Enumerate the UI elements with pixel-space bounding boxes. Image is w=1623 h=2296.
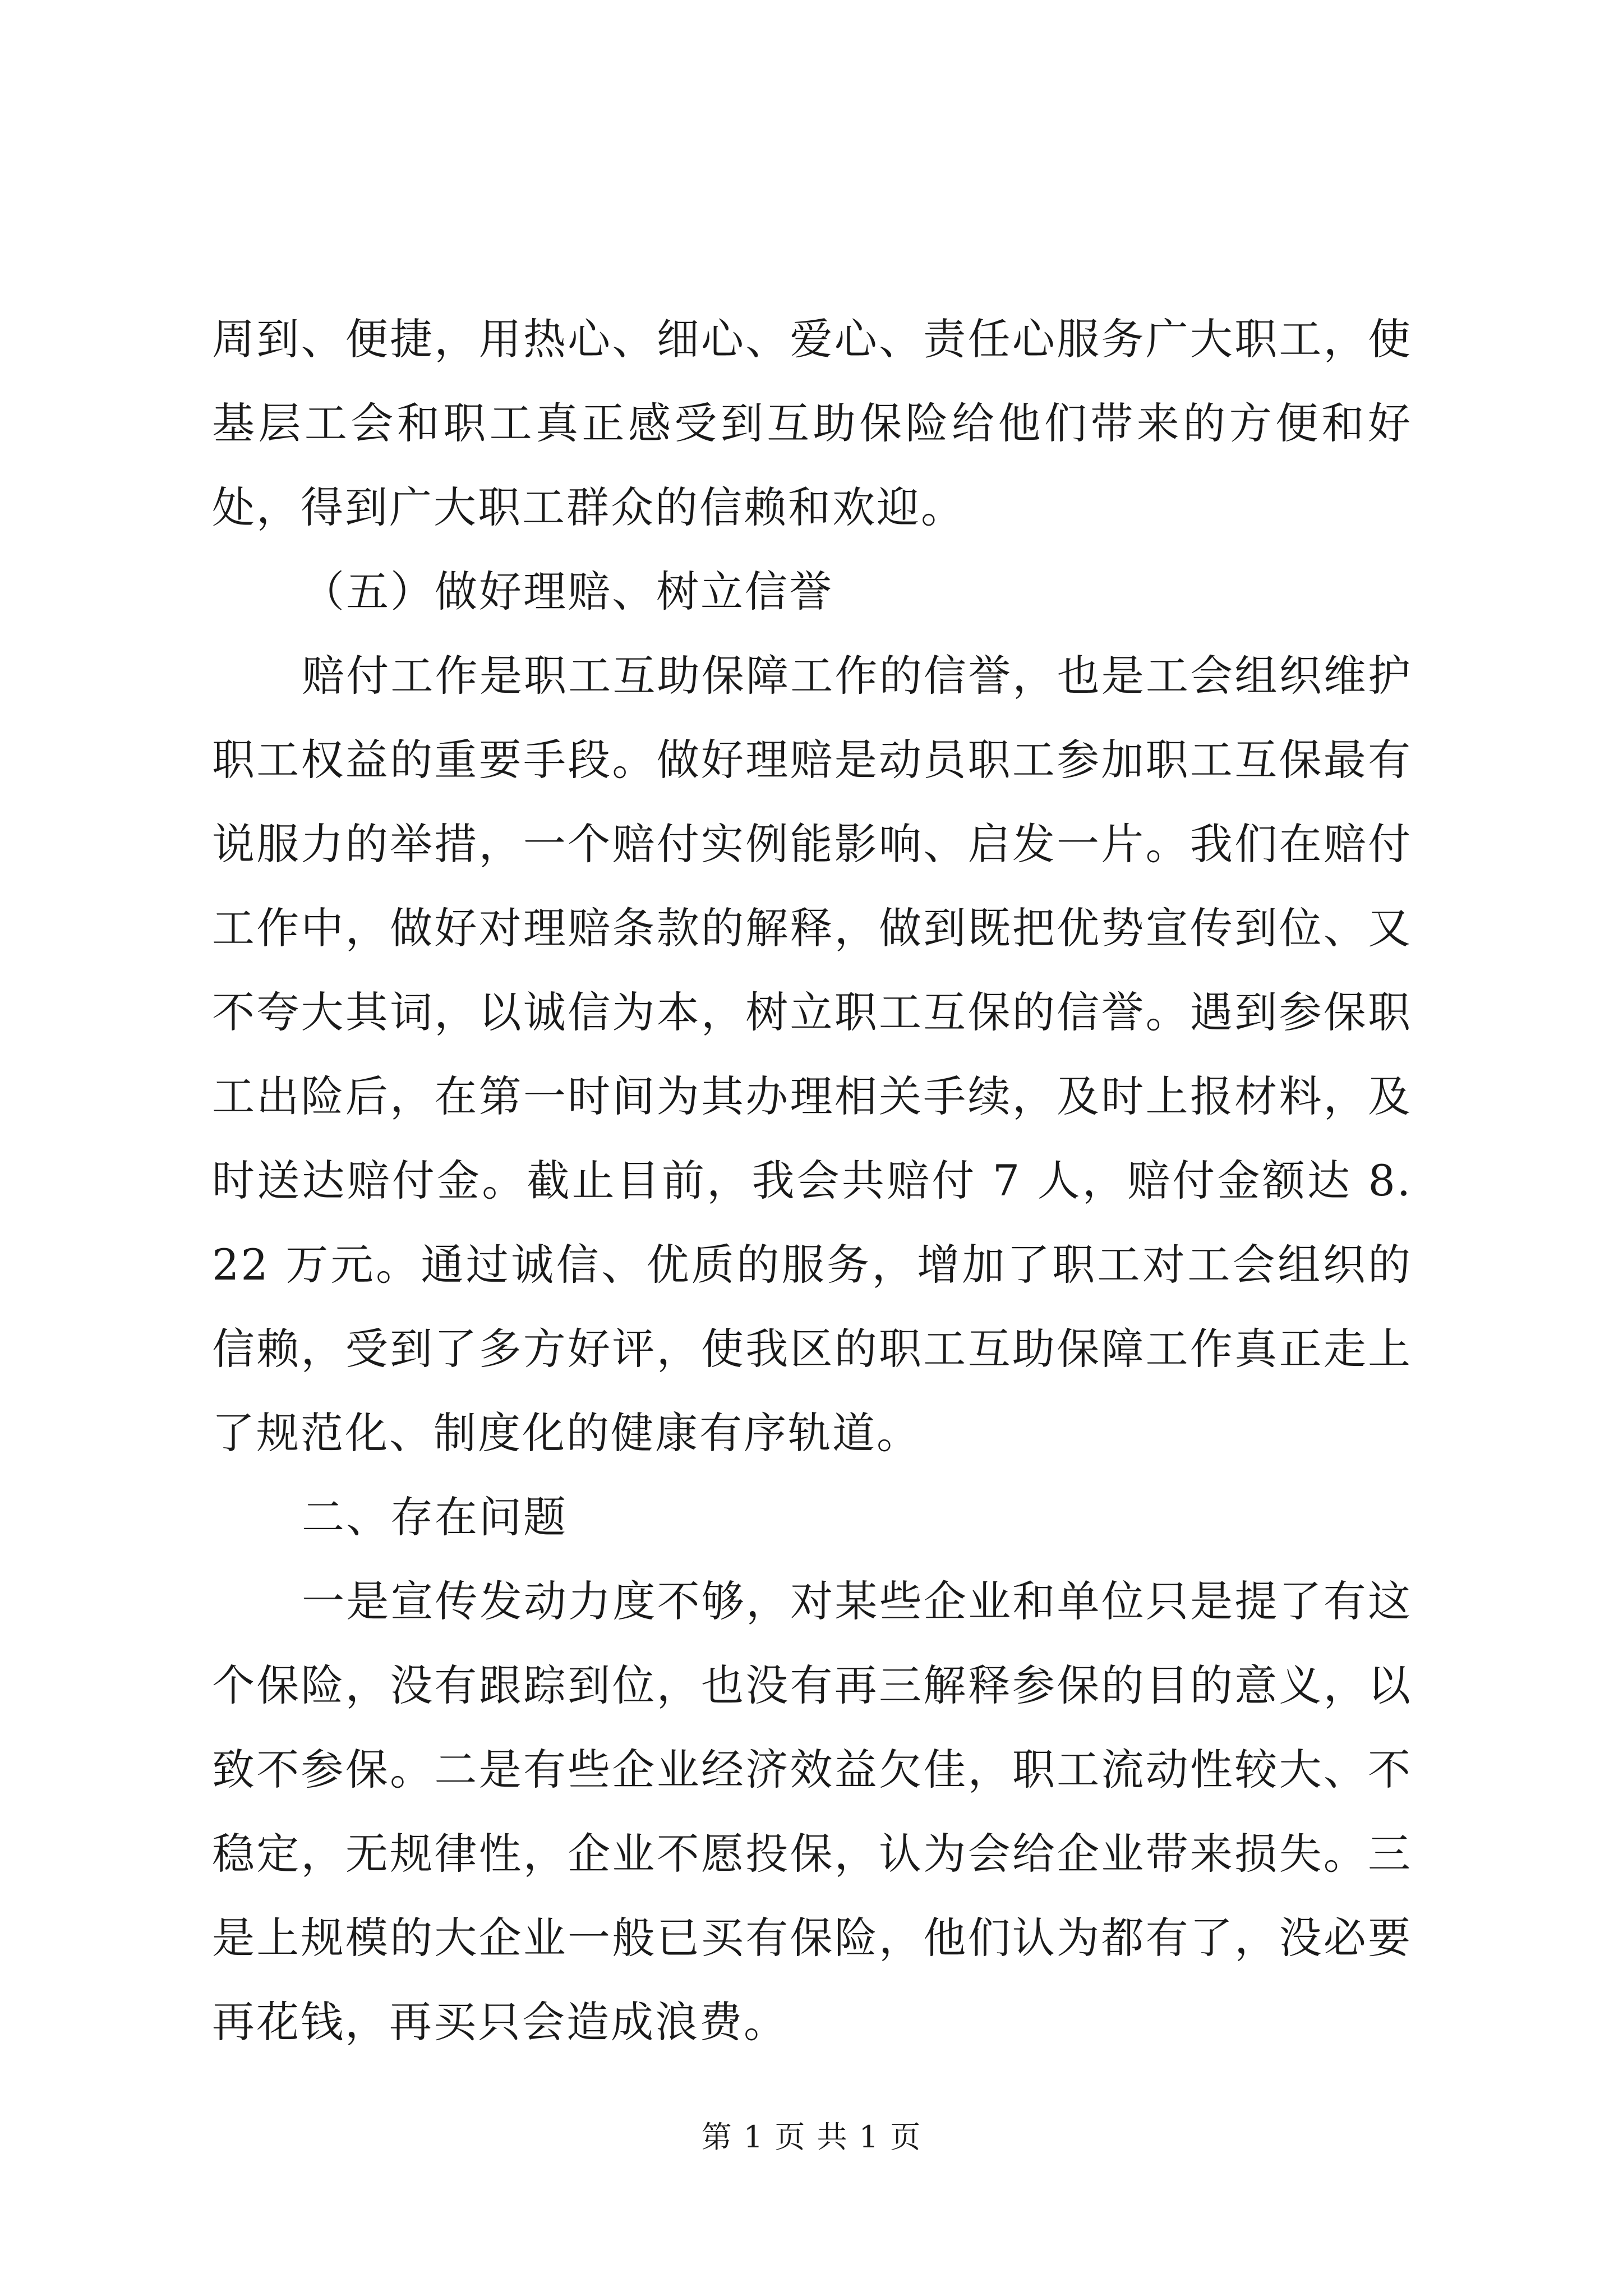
section-heading-problems: 二、存在问题 <box>302 1492 568 1542</box>
paragraph-claims: 赔付工作是职工互助保障工作的信誉，也是工会组织维护职工权益的重要手段。做好理赔是动员职工参加职工互保最有说服力的举措，一个赔付实例能影响、启发一片。我们在赔付工作中，做好对理赔条款的解释，做到既把优势宣传到位、又不夸大其词，以诚信为本，树立职工互保的信誉。遇到参保职工出险后，在第一时间为其办理相关手续，及时上报材料，及时送达赔付金。截止目前，我会共赔付 7 人，赔付金额达 8.22 万元。通过诚信、优质的服务，增加了职工对工会组织的信赖，受到了多方好评，使我区的职工互助保障工作真正走上了规范化、制度化的健康有序轨道。 <box>212 651 1412 1458</box>
section-heading-claims: （五）做好理赔、树立信誉 <box>302 567 833 616</box>
document-body <box>212 297 1412 2064</box>
paragraph-service-continued: 周到、便捷，用热心、细心、爱心、责任心服务广大职工，使基层工会和职工真正感受到互助保险给他们带来的方便和好处，得到广大职工群众的信赖和欢迎。 <box>212 314 1412 532</box>
paragraph-problems: 一是宣传发动力度不够，对某些企业和单位只是提了有这个保险，没有跟踪到位，也没有再三解释参保的目的意义，以致不参保。二是有些企业经济效益欠佳，职工流动性较大、不稳定，无规律性，企业不愿投保，认为会给企业带来损失。三是上规模的大企业一般已买有保险，他们认为都有了，没必要再花钱，再买只会造成浪费。 <box>212 1576 1412 2047</box>
page-number-footer: 第 1 页 共 1 页 <box>701 2119 922 2155</box>
